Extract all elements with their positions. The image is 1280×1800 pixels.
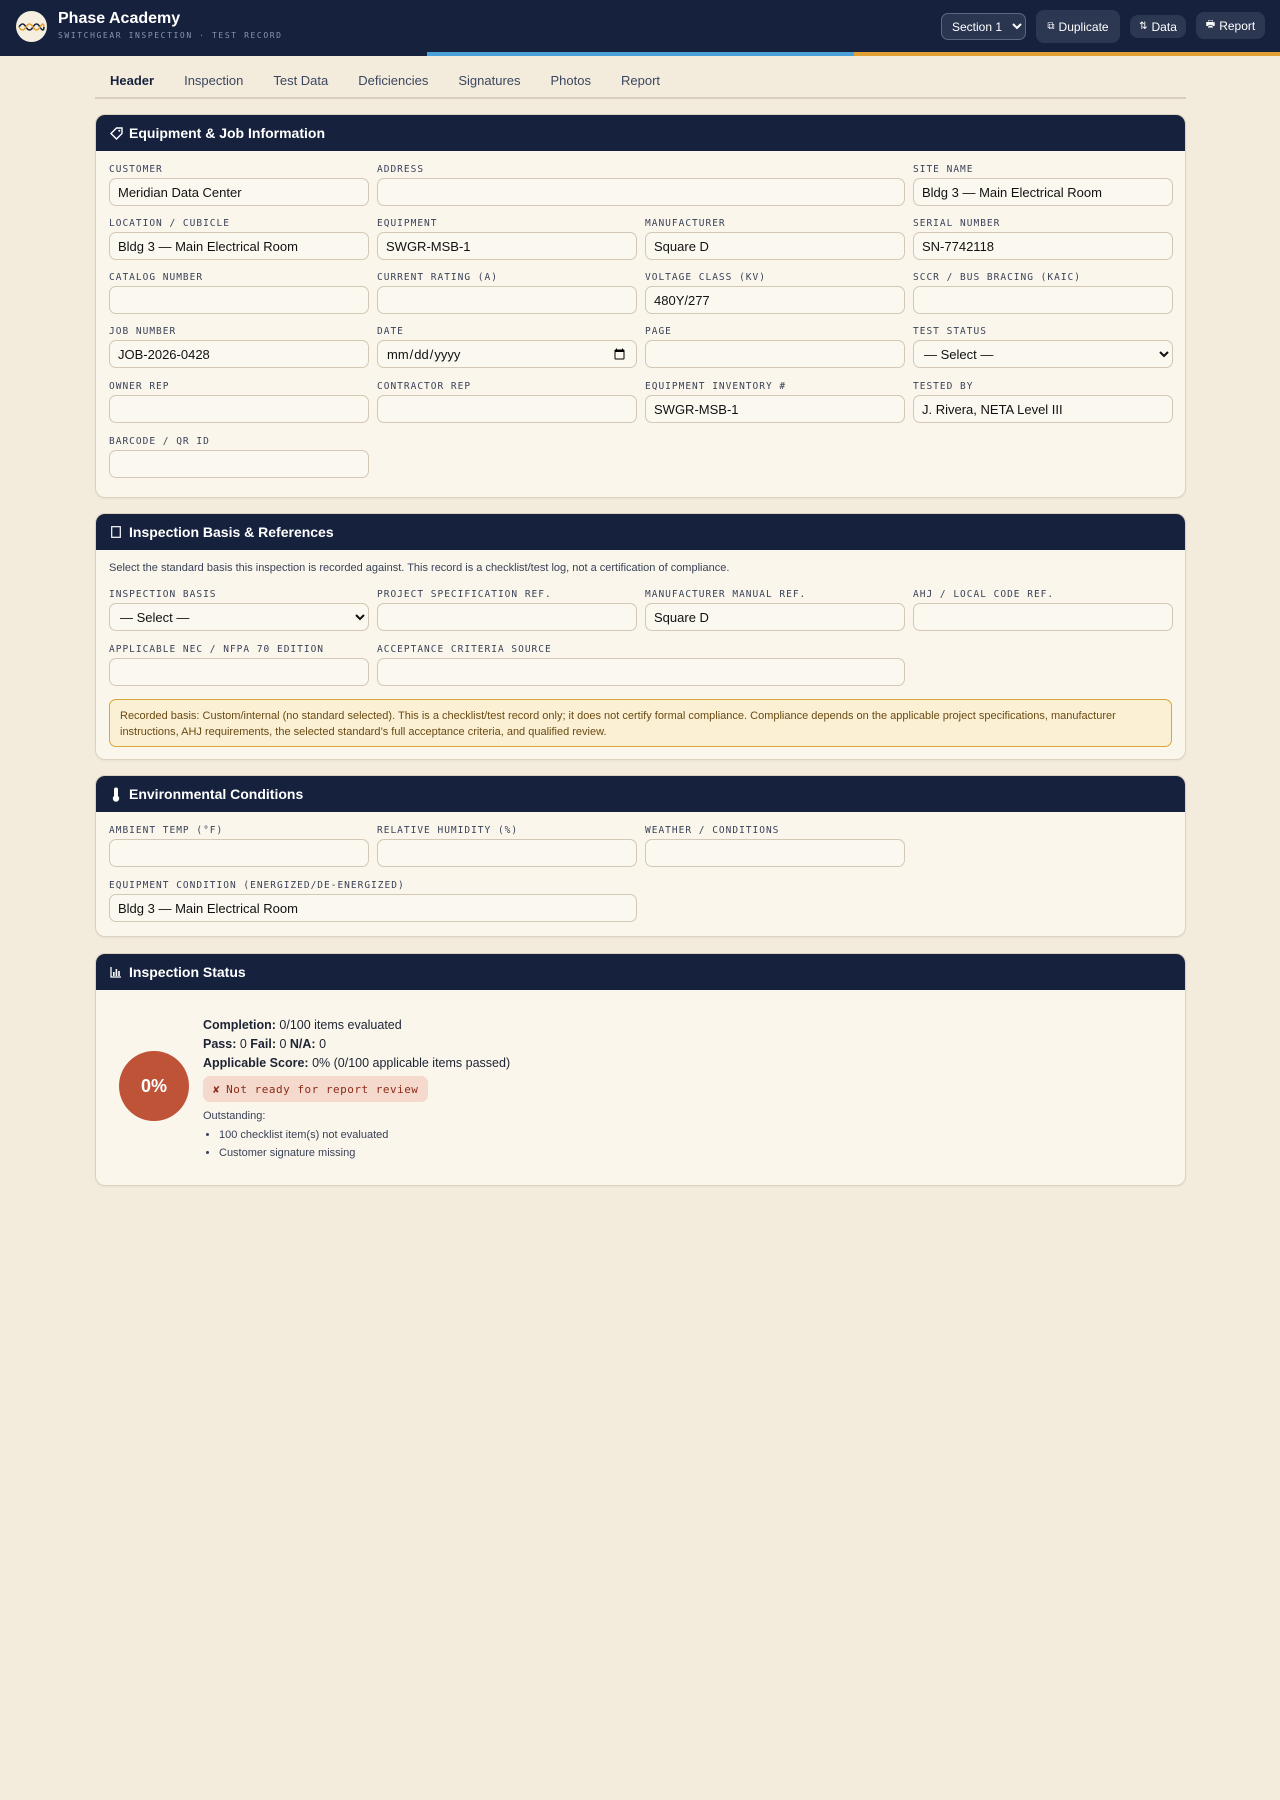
tag-icon [109,127,123,140]
manual-ref-label: MANUFACTURER MANUAL REF. [645,589,807,600]
phase-logo-icon [16,11,47,42]
basis-card-title: Inspection Basis & References [129,524,334,540]
outstanding-label: Outstanding: [203,1110,266,1122]
status-card-title: Inspection Status [129,964,246,980]
duplicate-button[interactable] [1036,10,1120,43]
ambient-label: AMBIENT TEMP (°F) [109,825,224,836]
outstanding-list [203,1126,510,1162]
catalog-input[interactable] [109,286,369,314]
project-spec-input[interactable] [377,603,637,631]
manufacturer-label: MANUFACTURER [645,218,726,229]
bar-chart-icon [109,966,123,978]
compliance-notice: Recorded basis: Custom/internal (no standard selected). This is a checklist/test record only; it does not certify formal compliance. Compliance depends on the applicable project specifications, manufacturer instructions, AHJ requirements, the selected standard’s full acceptance criteria, and qualified review. [109,699,1172,747]
sccr-label: SCCR / BUS BRACING (KAIC) [913,272,1081,283]
ambient-input[interactable] [109,839,369,867]
basis-card [95,513,1186,760]
location-label: LOCATION / CUBICLE [109,218,230,229]
equipment-label: EQUIPMENT [377,218,438,229]
accent-stripe-blue [427,52,854,56]
duplicate-label: Duplicate [1058,19,1109,34]
serial-label: SERIAL NUMBER [913,218,1001,229]
address-label: ADDRESS [377,164,425,175]
list-item: • 100 checklist item(s) not evaluated [219,1126,510,1144]
score-label: Applicable Score: [203,1056,309,1070]
status-badge [203,1076,428,1102]
site-name-input[interactable] [913,178,1173,206]
environment-card [95,775,1186,937]
tab-photos[interactable]: Photos [550,73,591,88]
humidity-input[interactable] [377,839,637,867]
acceptance-label: ACCEPTANCE CRITERIA SOURCE [377,644,552,655]
book-icon [109,526,123,538]
customer-label: CUSTOMER [109,164,163,175]
condition-input[interactable] [109,894,637,922]
tab-test-data[interactable]: Test Data [273,73,329,88]
tab-inspection[interactable]: Inspection [184,73,244,88]
completion-label: Completion: [203,1018,276,1032]
status-stats [203,1016,510,1162]
ahj-ref-input[interactable] [913,603,1173,631]
completion-gauge: 0% [119,1051,189,1121]
completion-line [203,1016,510,1035]
ahj-ref-label: AHJ / LOCAL CODE REF. [913,589,1055,600]
data-label: Data [1151,19,1177,34]
contractor-rep-label: CONTRACTOR REP [377,381,472,392]
manufacturer-input[interactable] [645,232,905,260]
pass-fail-line [203,1035,510,1054]
inventory-label: EQUIPMENT INVENTORY # [645,381,787,392]
equipment-card [95,114,1186,498]
humidity-label: RELATIVE HUMIDITY (%) [377,825,519,836]
duplicate-icon: ⧉ [1047,21,1055,32]
list-item: • Customer signature missing [219,1144,510,1162]
equipment-card-header [96,115,1185,151]
voltage-class-input[interactable] [645,286,905,314]
project-spec-label: PROJECT SPECIFICATION REF. [377,589,552,600]
score-line [203,1054,510,1073]
page-input[interactable] [645,340,905,368]
contractor-rep-input[interactable] [377,395,637,423]
tab-deficiencies[interactable]: Deficiencies [358,73,429,88]
basis-description: Select the standard basis this inspection is recorded against. This record is a checklist/test log, not a certification of compliance. [109,562,730,574]
basis-card-header [96,514,1185,550]
voltage-class-label: VOLTAGE CLASS (KV) [645,272,766,283]
top-bar [0,0,1280,56]
site-name-label: SITE NAME [913,164,974,175]
thermometer-icon [109,787,123,802]
barcode-input[interactable] [109,450,369,478]
na-label: N/A: [289,1037,316,1051]
accent-stripe-orange [854,52,1280,56]
score-value: 0% (0/100 applicable items passed) [312,1056,511,1070]
fail-value: 0 [279,1037,287,1051]
section-select[interactable] [941,13,1026,40]
tab-signatures[interactable]: Signatures [458,73,521,88]
environment-card-header [96,776,1185,812]
test-status-select[interactable] [913,340,1173,368]
status-card [95,953,1186,1186]
acceptance-input[interactable] [377,658,905,686]
printer-icon: 🖶 [1205,19,1216,30]
weather-input[interactable] [645,839,905,867]
weather-label: WEATHER / CONDITIONS [645,825,780,836]
fail-label: Fail: [250,1037,276,1051]
test-status-label: TEST STATUS [913,326,987,337]
location-input[interactable] [109,232,369,260]
sccr-input[interactable] [913,286,1173,314]
tested-by-input[interactable] [913,395,1173,423]
current-rating-input[interactable] [377,286,637,314]
manual-ref-input[interactable] [645,603,905,631]
nec-edition-label: APPLICABLE NEC / NFPA 70 EDITION [109,644,325,655]
tab-report[interactable]: Report [621,73,661,88]
barcode-label: BARCODE / QR ID [109,436,210,447]
na-value: 0 [319,1037,327,1051]
address-input[interactable] [377,178,905,206]
status-badge-text: Not ready for report review [226,1082,419,1096]
equipment-input[interactable] [377,232,637,260]
current-rating-label: CURRENT RATING (A) [377,272,498,283]
owner-rep-label: OWNER REP [109,381,170,392]
equipment-card-title: Equipment & Job Information [129,125,325,141]
x-mark-icon: ✘ [213,1082,221,1096]
tab-bar [95,64,1186,99]
app-subtitle: SWITCHGEAR INSPECTION · TEST RECORD [58,31,283,40]
app-title: Phase Academy [58,10,181,27]
serial-input[interactable] [913,232,1173,260]
owner-rep-input[interactable] [109,395,369,423]
report-button[interactable] [1196,12,1265,39]
inspection-basis-select[interactable] [109,603,369,631]
condition-label: EQUIPMENT CONDITION (ENERGIZED/DE-ENERGIZED) [109,880,405,891]
completion-value: 0/100 items evaluated [279,1018,402,1032]
tested-by-label: TESTED BY [913,381,974,392]
date-label: DATE [377,326,404,337]
page-label: PAGE [645,326,672,337]
tab-header[interactable]: Header [110,73,155,88]
inventory-input[interactable] [645,395,905,423]
swap-arrows-icon: ⇅ [1139,21,1148,32]
nec-edition-input[interactable] [109,658,369,686]
environment-card-title: Environmental Conditions [129,786,304,802]
report-label: Report [1219,18,1256,33]
job-number-input[interactable] [109,340,369,368]
pass-value: 0 [239,1037,247,1051]
status-card-header [96,954,1185,990]
pass-label: Pass: [203,1037,237,1051]
job-number-label: JOB NUMBER [109,326,177,337]
catalog-label: CATALOG NUMBER [109,272,204,283]
customer-input[interactable] [109,178,369,206]
date-input[interactable] [377,340,637,368]
data-button[interactable] [1130,15,1186,38]
inspection-basis-label: INSPECTION BASIS [109,589,217,600]
